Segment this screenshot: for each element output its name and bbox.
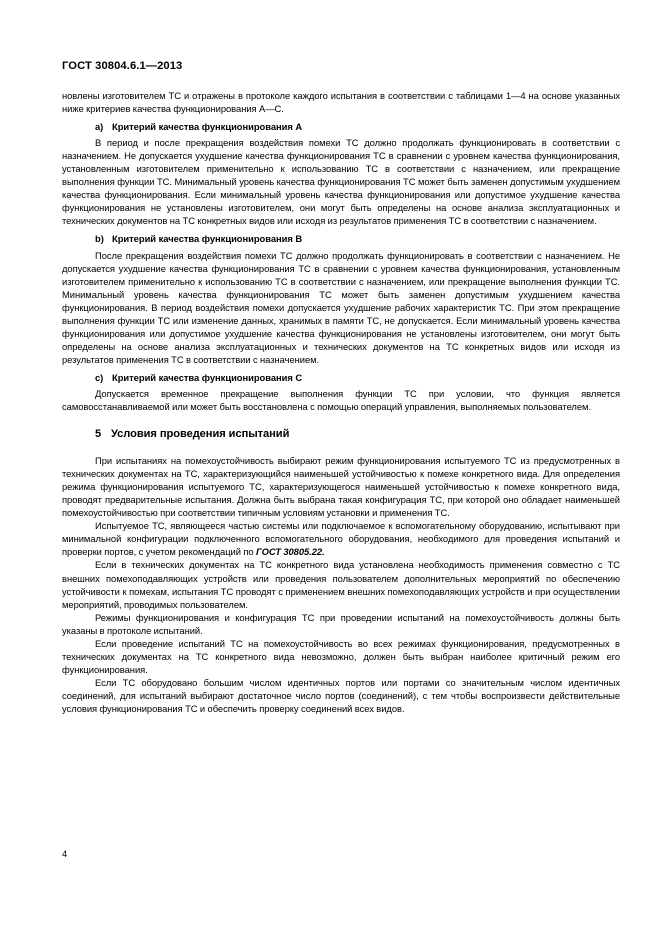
criterion-paragraph-c: Допускается временное прекращение выполнения функции ТС при условии, что функция является самовосстанавливаемой или может быть восстановлена с помощью операций управления, выполняемых пользователем. xyxy=(62,387,620,413)
spacer xyxy=(62,413,620,427)
clause-title: Условия проведения испытаний xyxy=(111,428,290,441)
page-number: 4 xyxy=(62,848,68,859)
clause-paragraph-1: При испытаниях на помехоустойчивость выбирают режим функционирования испытуемого ТС из предусмотренных в технических документах на ТС, характеризующийся наименьшей устойчивостью к помехе конкретного вида. Для определения режима функционирования испытуемого ТС, характеризующегося наименьшей устойчивостью к помехе конкретного вида, проводят предварительные испытания. Должна быть выбрана такая конфигурация ТС, при которой оно обладает наименьшей помехоустойчивостью при соответствии типичным условиям установки и применения ТС. xyxy=(62,455,620,519)
criterion-marker-a: a) xyxy=(95,121,104,133)
criterion-title-c: Критерий качества функционирования С xyxy=(112,371,303,383)
text-column xyxy=(62,89,620,715)
criterion-heading-b xyxy=(62,232,620,245)
criterion-title-b: Критерий качества функционирования В xyxy=(112,233,303,245)
spacer xyxy=(62,442,620,454)
clause-paragraph-2-text: Испытуемое ТС, являющееся частью системы или подключаемое к вспомогательному оборудованию, испытывают при минимальной конфигурации подключенного вспомогательного оборудования, необходимого для проведения испытаний и проверки портов, с учетом рекомендаций по xyxy=(62,520,620,558)
clause-paragraph-5: Если проведение испытаний ТС на помехоустойчивость во всех режимах функционирования, предусмотренных в технических документах на ТС конкретного вида невозможно, должен быть выбран наиболее критичный режим его функционирования. xyxy=(62,637,620,675)
criterion-paragraph-b: После прекращения воздействия помехи ТС должно продолжать функционировать в соответствии с назначением. Не допускается ухудшение качества функционирования ТС в сравнении с уровнем качества функционирования, установленным изготовителем применительно к использованию ТС в соответствии с назначением, или прекращение выполнения функции ТС. Минимальный уровень качества функционирования ТС может быть заменен допустимым ухудшением качества функционирования. В период воздействия помехи допускается ухудшение рабочих характеристик ТС. При этом прекращение выполнения функции ТС или изменение данных, хранимых в памяти ТС, не допускается. Если минимальный уровень качества функционирования или допустимое ухудшение качества функционирования не установлены изготовителем, они могут быть определены на основе анализа эксплуатационных и технических документов на ТС конкретных видов или исходя из результатов применения ТС в соответствии с назначением. xyxy=(62,249,620,365)
running-head-standard-id: ГОСТ 30804.6.1—2013 xyxy=(62,60,183,72)
intro-paragraph: новлены изготовителем ТС и отражены в протоколе каждого испытания в соответствии с таблицами 1—4 на основе указанных ниже критериев качества функционирования А—С. xyxy=(62,90,620,115)
criterion-heading-c xyxy=(62,371,620,384)
clause-paragraph-3: Если в технических документах на ТС конкретного вида установлена необходимость применения совместно с ТС внешних помехоподавляющих устройств или проведения пользователем дополнительных мероприятий по обеспечению устойчивости к помехам, испытания ТС проводят с применением внешних помехоподавляющих устройств и при осуществлении мероприятий, проводимых пользователем. xyxy=(62,559,620,610)
criterion-title-a: Критерий качества функционирования А xyxy=(112,121,303,133)
clause-heading-5 xyxy=(62,427,620,442)
criterion-heading-a xyxy=(62,120,620,133)
criterion-marker-c: c) xyxy=(95,371,104,383)
clause-paragraph-2 xyxy=(62,519,620,558)
standard-reference-gost-30805-22: ГОСТ 30805.22. xyxy=(256,546,325,558)
criterion-paragraph-a: В период и после прекращения воздействия помехи ТС должно продолжать функционировать в соответствии с назначением. Не допускается ухудшение качества функционирования ТС в сравнении с уровнем качества функционирования, установленным изготовителем применительно к использованию ТС в соответствии с назначением, или прекращение выполнения функции ТС. Минимальный уровень качества функционирования ТС может быть заменен допустимым ухудшением качества функционирования. Если минимальный уровень качества функционирования или допустимое ухудшение качества функционирования не установлены изготовителем, они могут быть определены на основе анализа эксплуатационных и технических документов на ТС конкретных видов или исходя из результатов применения ТС в соответствии с назначением. xyxy=(62,137,620,227)
criterion-marker-b: b) xyxy=(95,233,104,245)
clause-number: 5 xyxy=(95,428,102,441)
clause-paragraph-6: Если ТС оборудовано большим числом идентичных портов или портами со значительным числом идентичных соединений, для испытаний выбирают достаточное число портов (соединений), с тем чтобы воспроизвести действительные условия функционирования ТС и обеспечить проверку соединений всех видов. xyxy=(62,676,620,714)
clause-paragraph-4: Режимы функционирования и конфигурация ТС при проведении испытаний на помехоустойчивость должны быть указаны в протоколе испытаний. xyxy=(62,611,620,636)
